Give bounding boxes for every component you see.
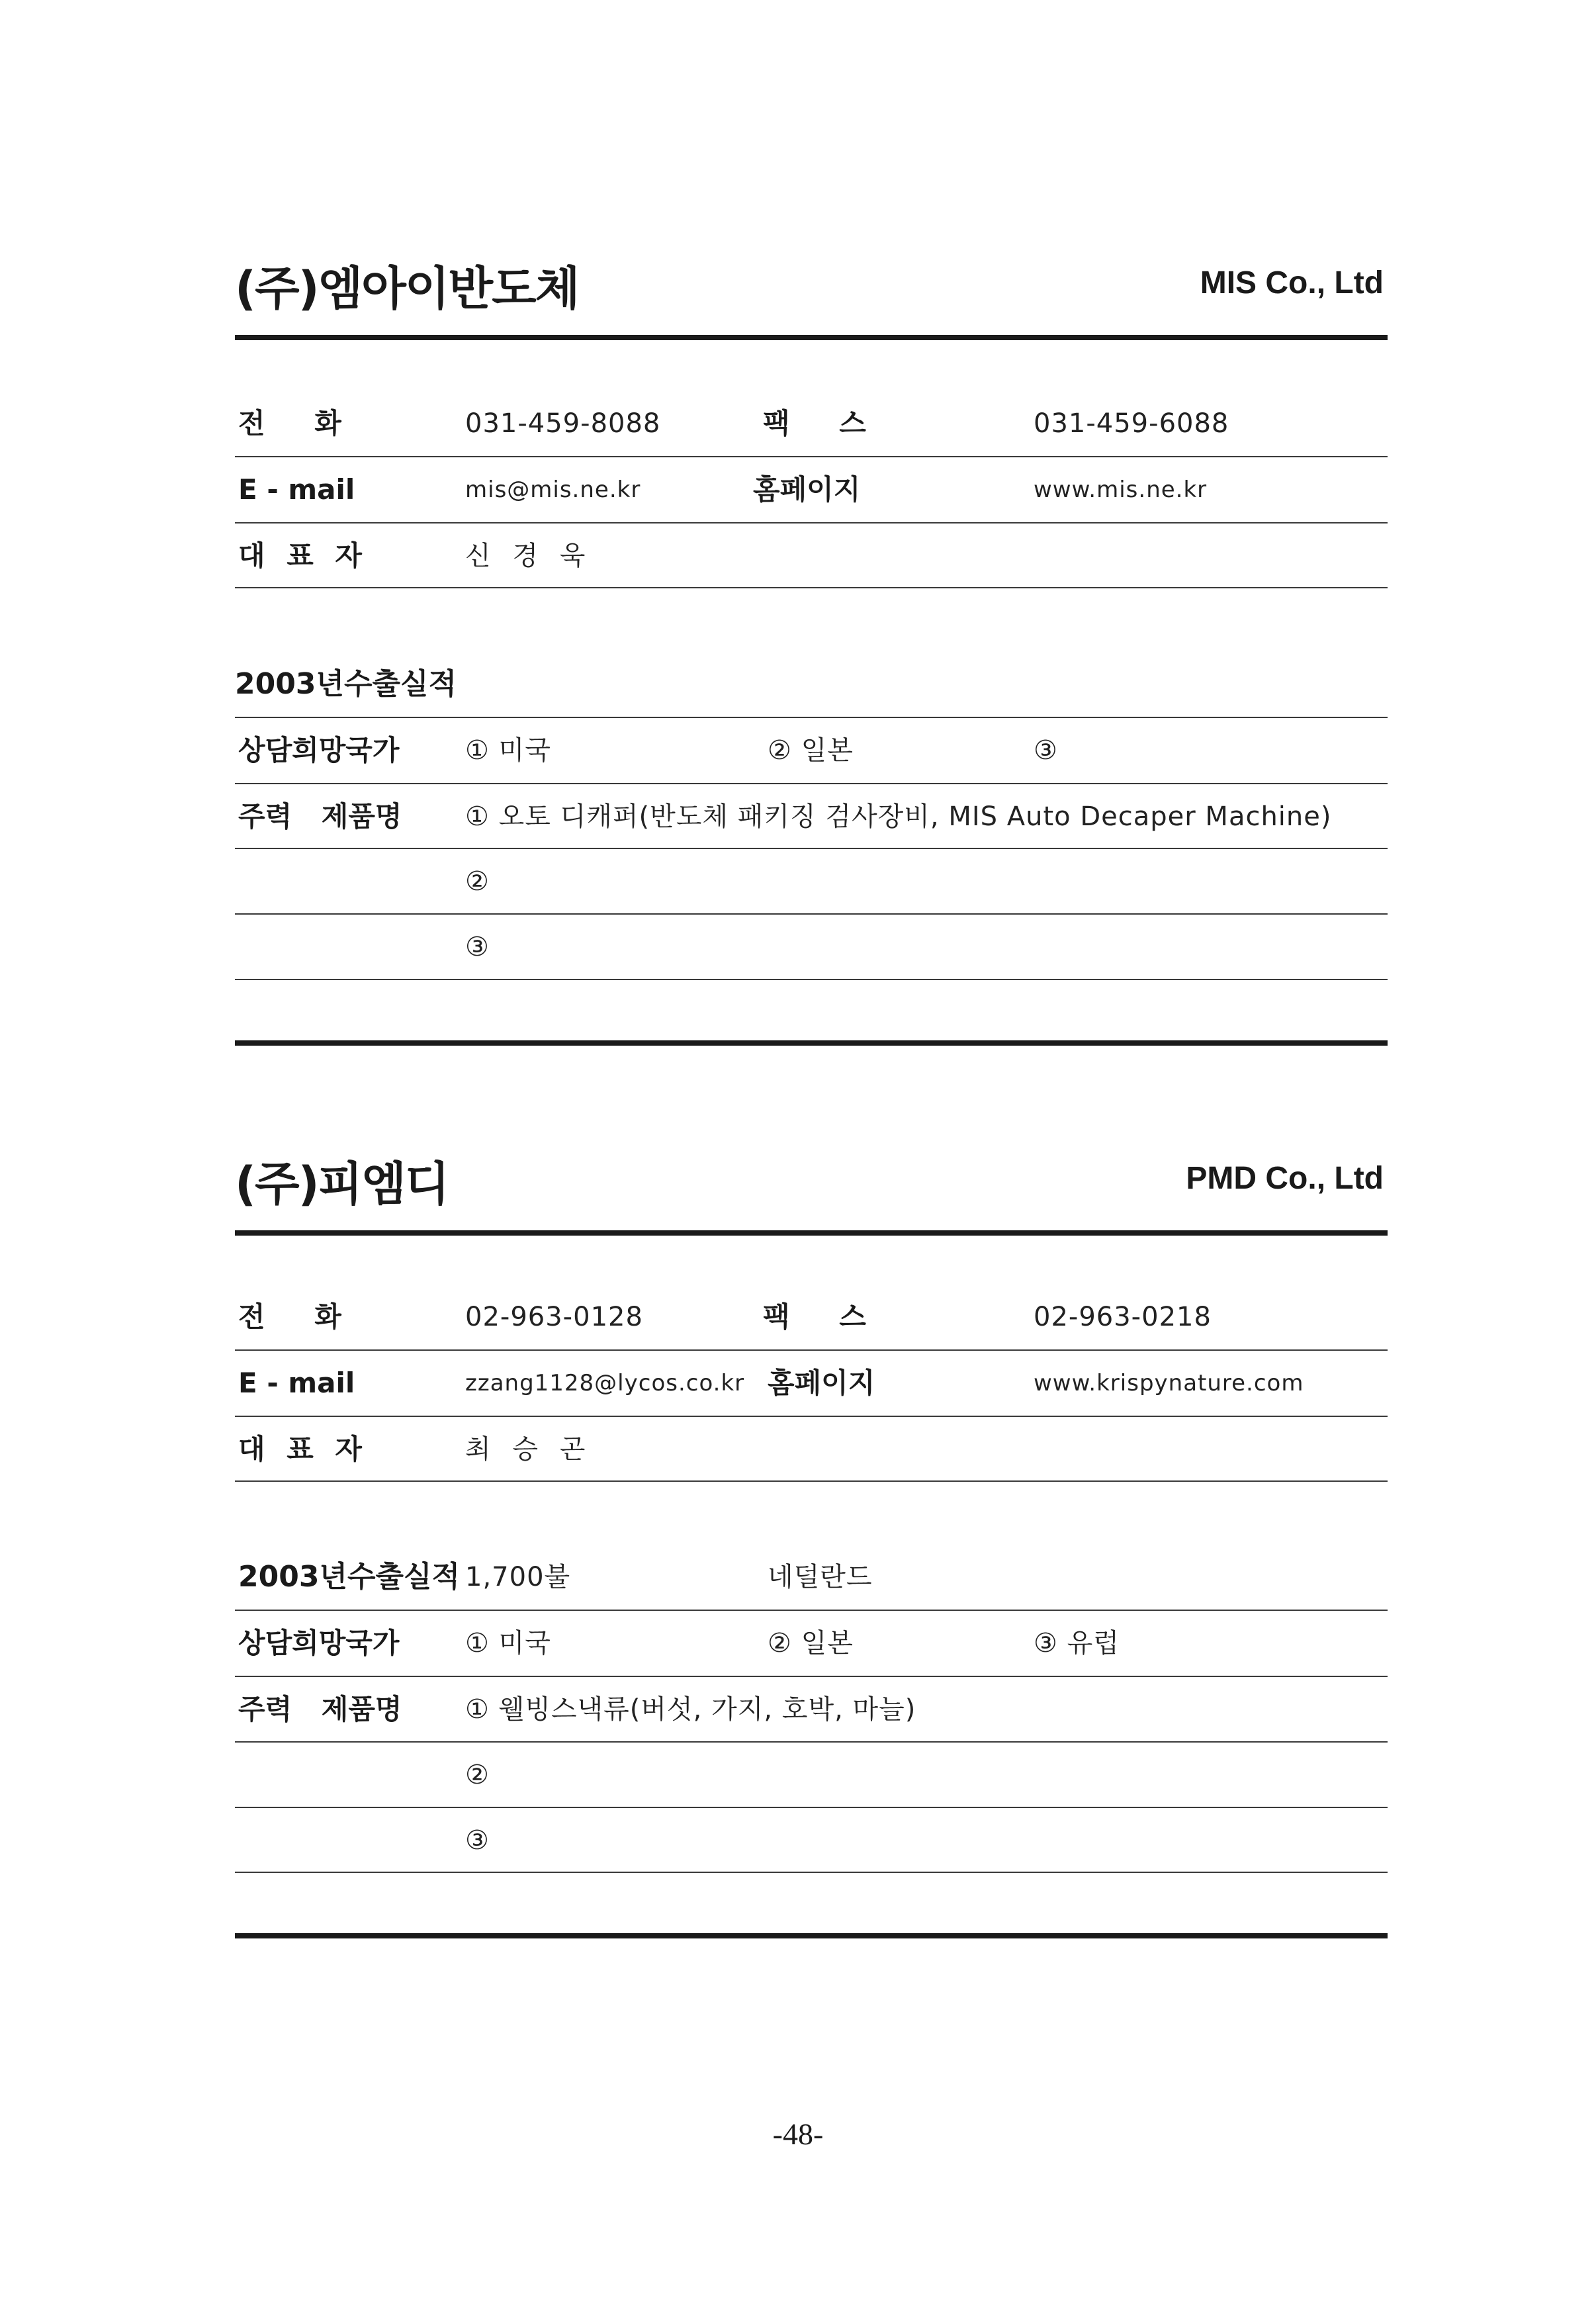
fax-label: 팩 스 (763, 1300, 866, 1333)
products-row (235, 1808, 1388, 1873)
products-row (235, 1677, 1388, 1742)
row-rule (235, 587, 1388, 588)
email-label: E - mail (238, 1367, 355, 1399)
email-value: zzang1128@lycos.co.kr (465, 1370, 745, 1396)
homepage-label: 홈페이지 (753, 473, 861, 506)
products-row (235, 784, 1388, 849)
countries-row (235, 718, 1388, 783)
row-rule (235, 1480, 1388, 1482)
country-3: ③ (1034, 735, 1058, 766)
fax-label: 팩 스 (763, 407, 866, 439)
phone-value: 02-963-0128 (465, 1302, 643, 1332)
phone-label: 전 화 (238, 1300, 341, 1333)
exports-row (235, 1545, 1388, 1610)
email-value: mis@mis.ne.kr (465, 477, 641, 503)
exports-country: 네덜란드 (768, 1562, 873, 1592)
products-label: 주력 제품명 (238, 800, 402, 833)
header-rule (235, 335, 1388, 340)
product-2: ② (465, 1760, 490, 1790)
homepage-label: 홈페이지 (768, 1367, 875, 1399)
contact-row-phone (235, 391, 1388, 456)
phone-value: 031-459-8088 (465, 408, 661, 439)
countries-label: 상담희망국가 (238, 1627, 400, 1659)
row-rule (235, 979, 1388, 980)
product-2: ② (465, 866, 490, 897)
product-1: ① 오토 디캐퍼(반도체 패키징 검사장비, MIS Auto Decaper Machine) (465, 801, 1332, 832)
ceo-label: 대 표 자 (238, 539, 362, 572)
exports-label: 2003년수출실적 (238, 1560, 460, 1594)
product-3: ③ (465, 932, 490, 962)
company-name-en: MIS Co., Ltd (1200, 265, 1384, 300)
country-2: ② 일본 (768, 735, 854, 766)
footer-rule (235, 1933, 1388, 1938)
contact-row-ceo (235, 523, 1388, 588)
countries-label: 상담희망국가 (238, 734, 400, 766)
country-3: ③ 유럽 (1034, 1628, 1120, 1659)
exports-amount: 1,700불 (465, 1562, 571, 1592)
company-name-en: PMD Co., Ltd (1186, 1161, 1384, 1196)
page-number: -48- (772, 2117, 824, 2151)
contact-row-email (235, 457, 1388, 522)
homepage-value: www.krispynature.com (1034, 1370, 1304, 1396)
products-row (235, 1743, 1388, 1807)
exports-label: 2003년수출실적 (235, 667, 457, 701)
fax-value: 02-963-0218 (1034, 1302, 1212, 1332)
contact-row-email (235, 1351, 1388, 1416)
footer-rule (235, 1040, 1388, 1046)
contact-row-phone (235, 1285, 1388, 1349)
company-name-ko: (주)엠아이반도체 (235, 261, 579, 316)
product-3: ③ (465, 1825, 490, 1856)
header-rule (235, 1230, 1388, 1236)
product-1: ① 웰빙스낵류(버섯, 가지, 호박, 마늘) (465, 1694, 916, 1725)
country-1: ① 미국 (465, 1628, 551, 1659)
products-row (235, 915, 1388, 979)
ceo-value: 신 경 욱 (465, 541, 592, 571)
products-label: 주력 제품명 (238, 1693, 402, 1725)
contact-row-ceo (235, 1417, 1388, 1482)
country-2: ② 일본 (768, 1628, 854, 1659)
products-row (235, 849, 1388, 914)
ceo-value: 최 승 곤 (465, 1434, 592, 1465)
country-1: ① 미국 (465, 735, 551, 766)
row-rule (235, 1872, 1388, 1873)
countries-row (235, 1611, 1388, 1676)
homepage-value: www.mis.ne.kr (1034, 477, 1208, 503)
email-label: E - mail (238, 473, 355, 506)
ceo-label: 대 표 자 (238, 1433, 362, 1465)
company-name-ko: (주)피엠디 (235, 1157, 449, 1211)
fax-value: 031-459-6088 (1034, 408, 1229, 439)
phone-label: 전 화 (238, 407, 341, 439)
